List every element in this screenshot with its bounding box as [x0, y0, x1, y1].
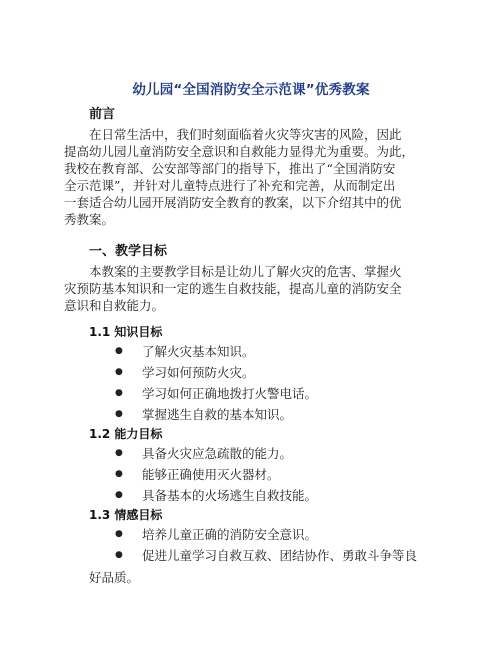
subsection-heading-ability: 1.2 能力目标	[89, 427, 163, 441]
list-item: ● 了解火灾基本知识。	[89, 341, 449, 362]
preface-paragraph	[64, 126, 446, 228]
bullet-icon: ●	[115, 448, 123, 458]
preface-line: 一套适合幼儿园开展消防安全教育的教案，以下介绍其中的优	[64, 195, 402, 210]
bullet-icon: ●	[115, 469, 123, 479]
bullet-icon: ●	[115, 388, 123, 398]
bullet-icon: ●	[115, 409, 123, 419]
section1-paragraph	[64, 263, 446, 314]
list-item: ● 培养儿童正确的消防安全意识。	[89, 524, 449, 545]
bullet-icon: ●	[115, 490, 123, 500]
list-item: ● 掌握逃生自救的基本知识。	[89, 404, 449, 425]
preface-line: 全示范课”，并针对儿童特点进行了补充和完善，从而制定出	[64, 178, 396, 193]
list-item: ● 学习如何预防火灾。	[89, 362, 449, 383]
list-item-continuation: 好品质。	[89, 570, 140, 585]
list-item: ● 具备基本的火场逃生自救技能。	[89, 485, 449, 506]
section1-line: 意识和自救能力。	[64, 298, 165, 313]
preface-line: 在日常生活中，我们时刻面临着火灾等灾害的风险，因此	[89, 127, 402, 142]
preface-line: 秀教案。	[64, 212, 115, 227]
ability-goals-list	[89, 443, 449, 506]
preface-line: 我校在教育部、公安部等部门的指导下，推出了“全国消防安	[64, 161, 396, 176]
section-heading-teaching-goals: 一、教学目标	[89, 244, 168, 259]
section1-line: 本教案的主要教学目标是让幼儿了解火灾的危害、掌握火	[89, 264, 402, 279]
subsection-heading-knowledge: 1.1 知识目标	[89, 325, 163, 339]
subsection-heading-emotion: 1.3 情感目标	[89, 508, 163, 522]
list-item: ● 具备火灾应急疏散的能力。	[89, 443, 449, 464]
preface-heading: 前言	[89, 107, 116, 122]
bullet-icon: ●	[115, 529, 123, 539]
document-title: 幼儿园“全国消防安全示范课”优秀教案	[132, 82, 370, 98]
bullet-icon: ●	[115, 550, 123, 560]
list-item: ● 促进儿童学习自救互救、团结协作、勇敢斗争等良	[89, 545, 449, 566]
knowledge-goals-list	[89, 341, 449, 425]
list-item: ● 能够正确使用灭火器材。	[89, 464, 449, 485]
list-item: ● 学习如何正确地拨打火警电话。	[89, 383, 449, 404]
emotion-goals-list	[89, 524, 449, 566]
bullet-icon: ●	[115, 346, 123, 356]
bullet-icon: ●	[115, 367, 123, 377]
section1-line: 灾预防基本知识和一定的逃生自救技能，提高儿童的消防安全	[64, 281, 402, 296]
preface-line: 提高幼儿园儿童消防安全意识和自救能力显得尤为重要。为此，	[64, 144, 415, 159]
